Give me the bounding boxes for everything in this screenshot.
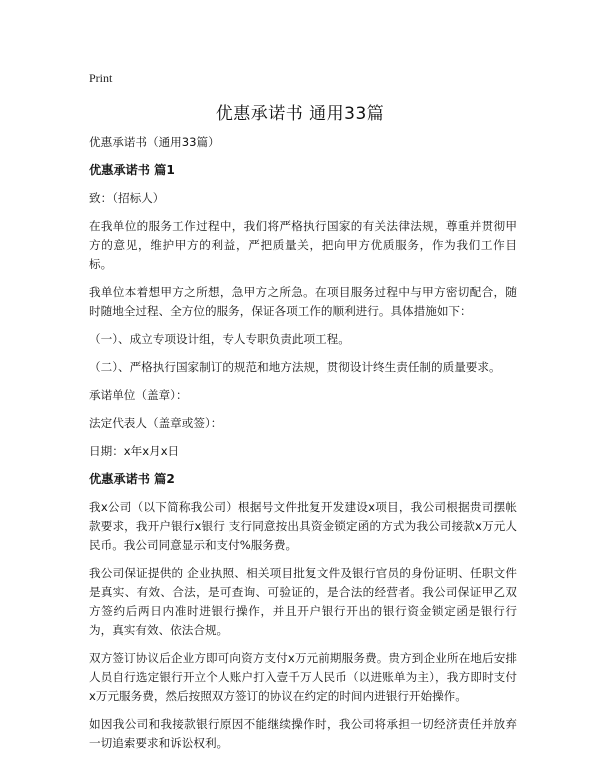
document-title: 优惠承诺书 通用33篇 (215, 104, 385, 124)
paragraph: 我x公司（以下简称我公司）根据号文件批复开发建设x项目，我公司根据贵司摆帐款要求，我开户银行x银行 支行同意按出具资金锁定函的方式为我公司接款x万元人民币。我公司同意显示和支付%服务费。 (89, 500, 517, 552)
paragraph: 双方签订协议后企业方即可向资方支付x万元前期服务费。贵方到企业所在地后安排人员自行选定银行开立个人账户打入壹千万人民币（以进账单为主），我方即时支付x万元服务费，然后按照双方签订的协议在约定的时间内进银行开始操作。 (89, 651, 517, 703)
date-line: 日期：x年x月x日 (89, 444, 180, 458)
paragraph: 我公司保证提供的 企业执照、相关项目批复文件及银行官员的身份证明、任职文件是真实、有效、合法，是可查询、可验证的，是合法的经营者。我公司保证甲乙双方签约后两日内准时进银行操作，并且开户银行开出的银行资金锁定函是银行行为，真实有效、依法合规。 (89, 566, 517, 637)
document-subtitle: 优惠承诺书（通用33篇） (89, 135, 220, 149)
document-body (89, 133, 517, 762)
paragraph: （一）、成立专项设计组，专人专职负责此项工程。 (89, 332, 350, 346)
section-heading-2: 优惠承诺书 篇2 (89, 472, 175, 486)
signature-unit-line: 承诺单位（盖章）： (89, 388, 188, 402)
paragraph: 在我单位的服务工作过程中，我们将严格执行国家的有关法律法规，尊重并贯彻甲方的意见，维护甲方的利益，严把质量关，把向甲方优质服务，作为我们工作目标。 (89, 219, 517, 271)
section-heading-1: 优惠承诺书 篇1 (89, 163, 175, 177)
print-label: Print (89, 71, 113, 85)
signature-representative-line: 法定代表人（盖章或签）： (89, 416, 223, 430)
paragraph: 如因我公司和我接款银行原因不能继续操作时，我公司将承担一切经济责任并放弃一切追索要求和诉讼权利。 (89, 717, 517, 750)
paragraph: 致：（招标人） (89, 191, 165, 205)
paragraph: 我单位本着想甲方之所想，急甲方之所急。在项目服务过程中与甲方密切配合，随时随地全过程、全方位的服务，保证各项工作的顺利进行。具体措施如下： (89, 285, 517, 318)
paragraph: （二）、严格执行国家制订的规范和地方法规，贯彻设计终生责任制的质量要求。 (89, 360, 501, 374)
